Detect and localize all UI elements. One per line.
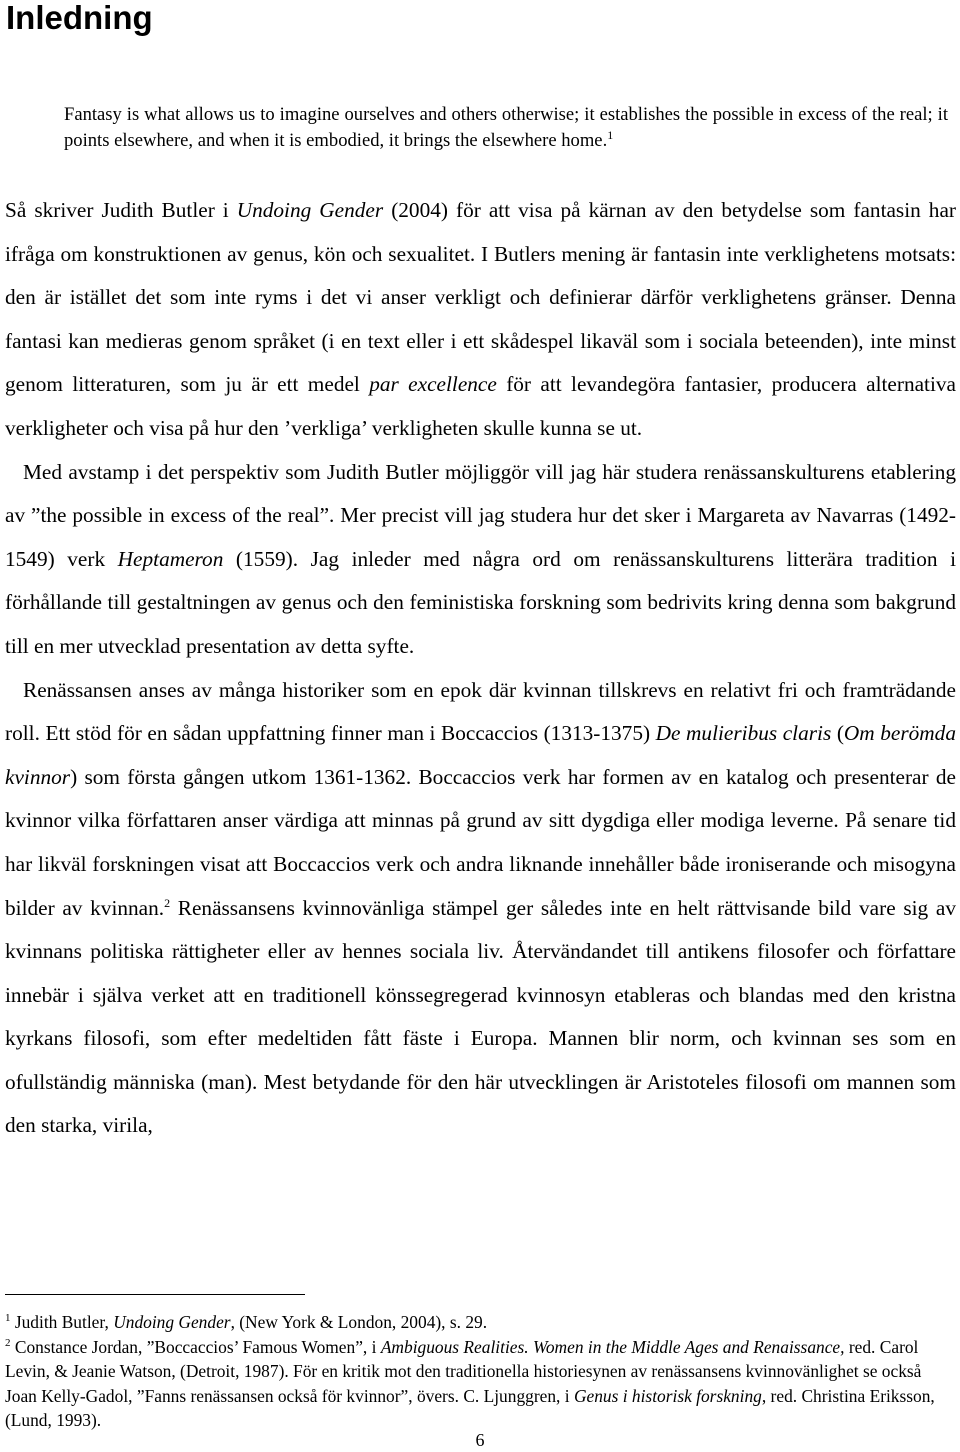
paragraph-3-text-c: ) som första gången utkom 1361-1362. Boccaccios verk har formen av en katalog och presenterar de kvinnor vilka författaren anser värdiga att minnas på grund av sitt dygdiga eller modiga leverne. På senare tid har likväl forskningen visat att Boccaccios verk och andra liknande innehåller både ironiserande och misogyna bilder av kvinnan. <box>5 764 956 920</box>
footnote-text: Judith Butler, <box>10 1312 114 1332</box>
footnote-text: , (New York & London, 2004), s. 29. <box>230 1312 488 1332</box>
footnote-number: 1 <box>5 1312 11 1325</box>
footnote-title: Undoing Gender <box>113 1312 231 1332</box>
book-title-om-beromda-kvinnor: Om berömda kvinnor <box>5 721 956 789</box>
page-number: 6 <box>475 1430 485 1450</box>
book-title-undoing-gender: Undoing Gender <box>236 198 384 222</box>
paragraph-1-text-b: (2004) för att visa på kärnan av den betydelse som fantasin har ifråga om konstruktionen av genus, kön och sexualitet. I Butlers mening är fantasin inte verklighetens motsats: den är istället det som inte ryms i det vi anser verkligt och definierar därför verklighetens gränser. Denna fantasi kan medieras genom språket (i en text eller i ett skådespel likaväl som i sociala beteenden), inte minst genom litteraturen, som ju är ett medel <box>5 198 956 397</box>
paragraph-1-text-a: Så skriver Judith Butler i <box>5 198 237 222</box>
italic-par-excellence: par excellence <box>369 372 497 397</box>
footnotes <box>5 1310 956 1433</box>
paragraph-1 <box>5 189 956 451</box>
footnote-text: Constance Jordan, ”Boccaccios’ Famous Women”, i <box>10 1336 381 1357</box>
book-title-heptameron: Heptameron <box>117 546 224 571</box>
paragraph-3-text-a: Renässansen anses av många historiker som en epok där kvinnan tillskrevs en relativt fri och framträdande roll. Ett stöd för en sådan uppfattning finner man i Boccaccios (1313-1375) <box>5 677 956 746</box>
footnote-text: red. Carol Levin, & Jeanie Watson, (Detroit, 1987). För en kritik mot den traditionella historiesynen av renässansens kvinnovänlighet se också Joan Kelly-Gadol, ”Fanns renässansen också för kvinnor”, övers. C. Ljunggren, i <box>5 1336 922 1406</box>
footnote-separator <box>5 1294 305 1295</box>
footnote-ref-1[interactable]: 1 <box>607 127 614 142</box>
footnote-number: 2 <box>5 1336 11 1349</box>
footnote-2 <box>5 1335 956 1433</box>
footnote-1 <box>5 1310 956 1335</box>
body-text <box>5 189 956 1148</box>
footnote-title: Genus i historisk forskning <box>573 1385 762 1406</box>
paragraph-1-text-c: för att levandegöra fantasier, producera alternativa verkligheter och visa på hur den ’verkliga’ verkligheten skulle kunna se ut. <box>5 372 956 440</box>
block-quote <box>64 102 948 154</box>
footnote-ref-2[interactable]: 2 <box>164 895 171 910</box>
paragraph-2-text-b: (1559). Jag inleder med några ord om renässanskulturens litterära tradition i förhållande till gestaltningen av genus och den feministiska forskning som bedrivits kring denna som bakgrund till en mer utvecklad presentation av detta syfte. <box>5 546 956 658</box>
section-heading: Inledning <box>6 0 153 36</box>
paragraph-3 <box>5 669 956 1149</box>
paragraph-2-text-a: Med avstamp i det perspektiv som Judith Butler möjliggör vill jag här studera renässanskulturens etablering av ”the possible in excess of the real”. Mer precist vill jag studera hur det sker i Margareta av Navarras (1492-1549) verk <box>5 459 956 571</box>
paragraph-3-text-d: Renässansens kvinnovänliga stämpel ger således inte en helt rättvisande bild vare sig av kvinnans politiska rättigheter eller av hennes sociala liv. Återvändandet till antikens filosofer och författare innebär i själva verket att en traditionell könssegregerad kvinnosyn etableras och blandas med den kristna kyrkans filosofi, som efter medeltiden fått fäste i Europa. Mannen blir norm, och kvinnan ses som en ofullständig människa (man). Mest betydande för den här utvecklingen är Aristoteles filosofi om mannen som den starka, virila, <box>5 895 956 1138</box>
paragraph-2 <box>5 451 956 669</box>
paragraph-3-text-b: ( <box>831 721 844 746</box>
footnote-title: Ambiguous Realities. Women in the Middle Ages and Renaissance, <box>380 1336 845 1357</box>
book-title-de-mulieribus-claris: De mulieribus claris <box>655 721 832 746</box>
footnote-text: , red. Christina Eriksson, (Lund, 1993). <box>5 1385 935 1430</box>
block-quote-text: Fantasy is what allows us to imagine ourselves and others otherwise; it establishes the possible in excess of the real; it points elsewhere, and when it is embodied, it brings the elsewhere home. <box>64 104 948 151</box>
